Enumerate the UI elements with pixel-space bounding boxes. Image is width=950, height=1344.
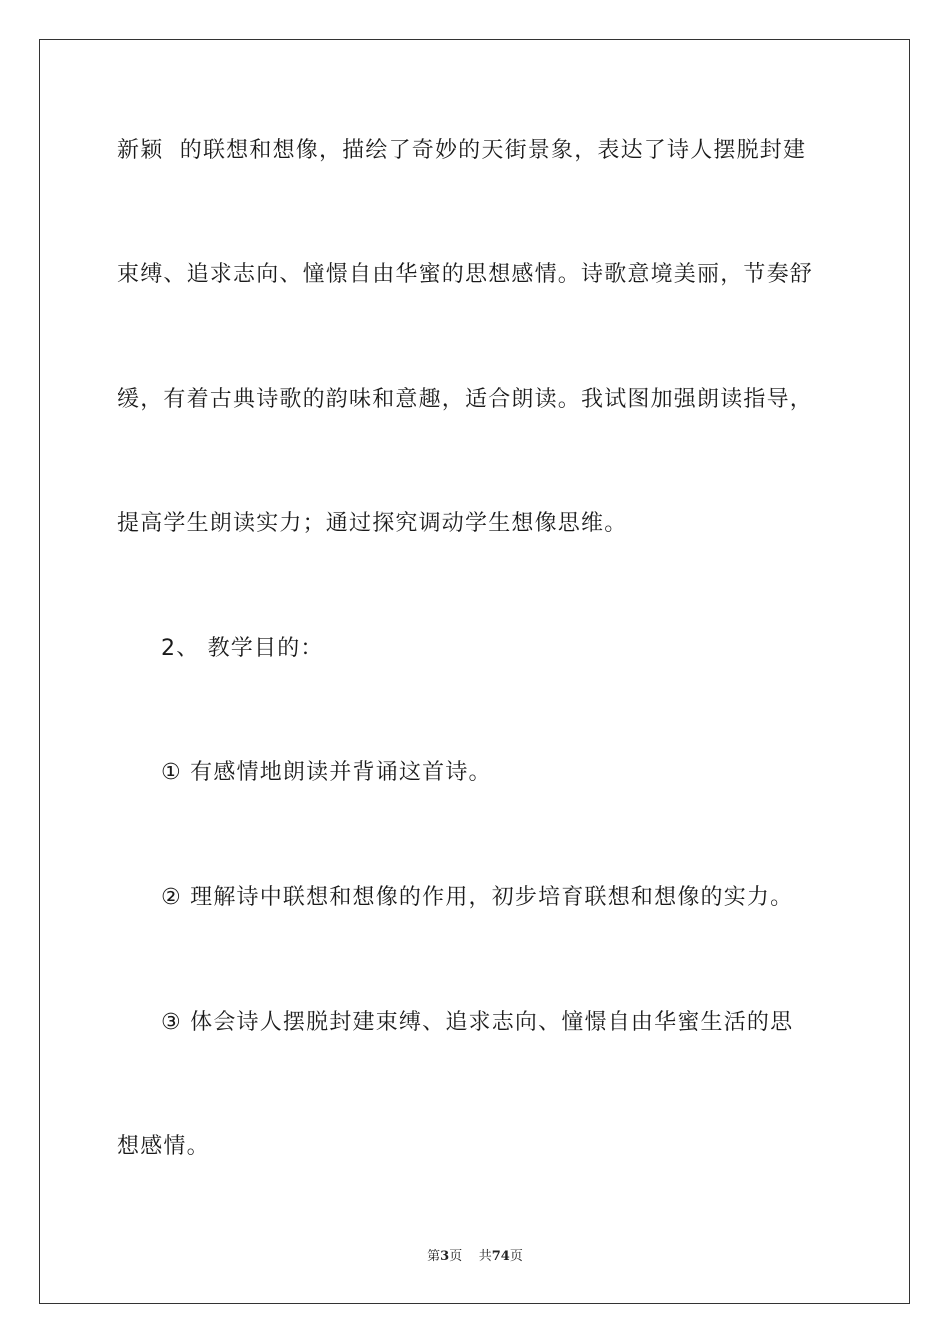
- footer-total-pages: 74: [491, 1249, 510, 1264]
- footer-total-prefix: 共: [478, 1249, 492, 1264]
- body-line-2: 束缚、追求志向、憧憬自由华蜜的思想感情。诗歌意境美丽，节奏舒: [117, 262, 814, 287]
- page-border: [39, 39, 910, 1304]
- body-line-3: 缓，有着古典诗歌的韵味和意趣，适合朗读。我试图加强朗读指导，: [117, 387, 814, 412]
- objective-item-1: ① 有感情地朗读并背诵这首诗。: [161, 760, 492, 785]
- section-heading: 2、 教学目的：: [161, 636, 324, 661]
- objective-item-3: ③ 体会诗人摆脱封建束缚、追求志向、憧憬自由华蜜生活的思: [161, 1010, 794, 1035]
- page-footer: [0, 1245, 950, 1264]
- footer-page-suffix: 页: [449, 1249, 463, 1264]
- body-line-1: 新颖 的联想和想像，描绘了奇妙的天街景象，表达了诗人摆脱封建: [117, 138, 807, 163]
- footer-page-prefix: 第: [427, 1249, 441, 1264]
- footer-total-suffix: 页: [509, 1249, 523, 1264]
- objective-item-2: ② 理解诗中联想和想像的作用，初步培育联想和想像的实力。: [161, 885, 794, 910]
- body-line-4: 提高学生朗读实力；通过探究调动学生想像思维。: [117, 511, 628, 536]
- footer-page-number: 3: [440, 1249, 450, 1264]
- objective-item-3-continued: 想感情。: [117, 1134, 210, 1159]
